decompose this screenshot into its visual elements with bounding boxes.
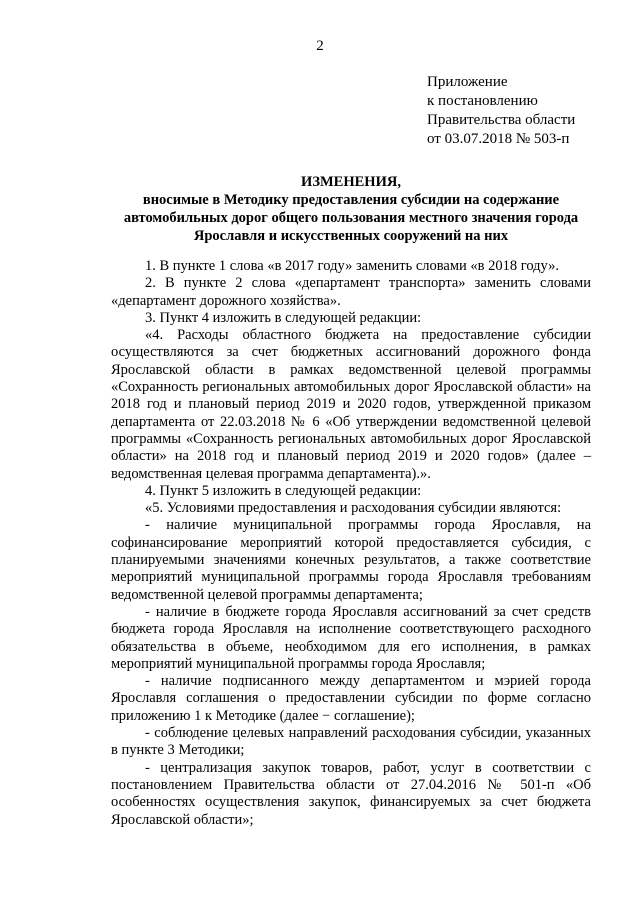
paragraph: 4. Пункт 5 изложить в следующей редакции:: [145, 482, 422, 499]
paragraph: 3. Пункт 4 изложить в следующей редакции:: [145, 309, 422, 326]
appendix-block: [427, 73, 575, 149]
appendix-line: Правительства области: [427, 112, 576, 128]
paragraph: - централизация закупок товаров, работ, услуг в соответствии с постановлением Правительства области от 27.04.2016 № 501-п «Об особенностях осуществления закупок, финансируемых за счет бюджета Ярославской области»;: [111, 759, 591, 828]
document-body: [111, 258, 591, 829]
appendix-line: от 03.07.2018 № 503-п: [427, 131, 570, 147]
paragraph: «4. Расходы областного бюджета на предоставление субсидии осуществляются за счет бюджетных ассигнований дорожного фонда Ярославской области в рамках ведомственной целевой программы «Сохранность региональных автомобильных дорог Ярославской области» на 2018 год и плановый период 2019 и 2020 годов, утвержденной приказом департамента от 22.03.2018 № 6 «Об утверждении ведомственной целевой программы «Сохранность региональных автомобильных дорог Ярославской области» на 2018 год и плановый период 2019 и 2020 годов» (далее – ведомственная целевая программа департамента).».: [111, 327, 591, 482]
paragraph: - наличие подписанного между департаментом и мэрией города Ярославля соглашения о предоставлении субсидии по форме согласно приложению 1 к Методике (далее − соглашение);: [111, 673, 591, 724]
appendix-line: Приложение: [427, 74, 508, 90]
paragraph: 2. В пункте 2 слова «департамент транспорта» заменить словами «департамент дорожного хозяйства».: [111, 275, 591, 309]
paragraph: 1. В пункте 1 слова «в 2017 году» заменить словами «в 2018 году».: [145, 258, 560, 274]
paragraph: - наличие муниципальной программы города Ярославля, на софинансирование мероприятий которой предоставляется субсидия, с планируемыми значениями конечных результатов, а также соответствие мероприятий муниципальной программы города Ярославля требованиям ведомственной целевой программы департамента;: [111, 517, 591, 603]
paragraph: - соблюдение целевых направлений расходования субсидии, указанных в пункте 3 Методики;: [111, 725, 591, 759]
paragraph: - наличие в бюджете города Ярославля ассигнований за счет средств бюджета города Ярославля на исполнение соответствующего расходного обязательства в объеме, необходимом для его исполнения, в рамках мероприятий муниципальной программы города Ярославля;: [111, 603, 591, 672]
title-line: ИЗМЕНЕНИЯ,: [301, 174, 401, 190]
document-title: [111, 173, 591, 245]
page-number: 2: [316, 38, 324, 54]
title-line: Ярославля и искусственных сооружений на них: [193, 228, 509, 244]
title-line: автомобильных дорог общего пользования местного значения города: [123, 210, 579, 226]
appendix-line: к постановлению: [427, 93, 538, 109]
title-line: вносимые в Методику предоставления субсидии на содержание: [142, 192, 560, 208]
paragraph: «5. Условиями предоставления и расходования субсидии являются:: [145, 500, 562, 517]
